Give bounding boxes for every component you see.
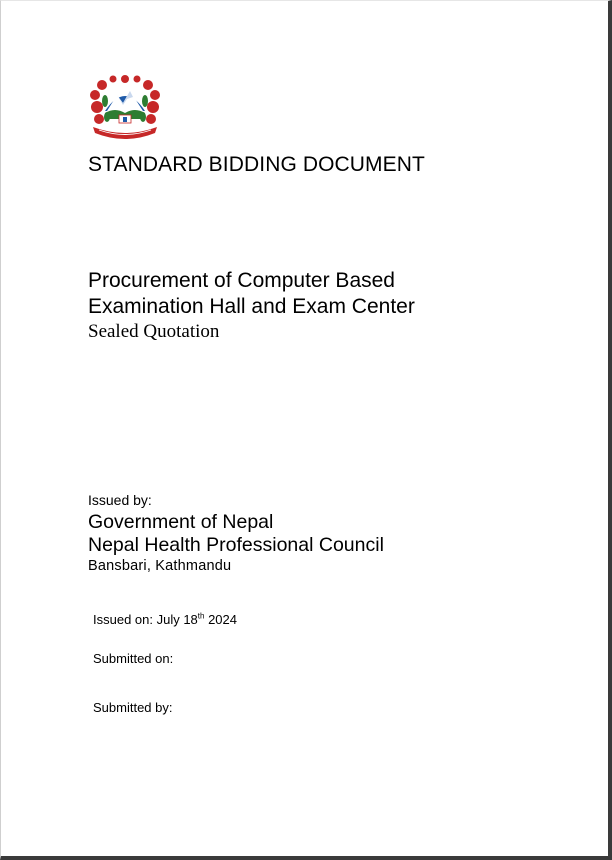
ordinal-suffix: th [197, 611, 205, 621]
submitted-on-label: Submitted on: [93, 651, 174, 666]
issuer-address: Bansbari, Kathmandu [88, 558, 232, 574]
procurement-title [88, 268, 415, 320]
issuer-government: Government of Nepal [88, 511, 274, 533]
nepal-government-emblem [85, 73, 165, 143]
issuer-council: Nepal Health Professional Council [88, 534, 384, 556]
procurement-title-line-1: Procurement of Computer Based [88, 269, 395, 292]
procurement-method: Sealed Quotation [88, 321, 220, 342]
procurement-title-line-2: Examination Hall and Exam Center [88, 295, 415, 318]
issued-on-date [93, 612, 237, 627]
issued-by-label: Issued by: [88, 492, 152, 508]
submitted-by-label: Submitted by: [93, 700, 173, 715]
issued-on-prefix: Issued on: July 18 [93, 612, 198, 627]
issued-on-year: 2024 [204, 612, 238, 627]
document-heading: STANDARD BIDDING DOCUMENT [88, 153, 425, 176]
